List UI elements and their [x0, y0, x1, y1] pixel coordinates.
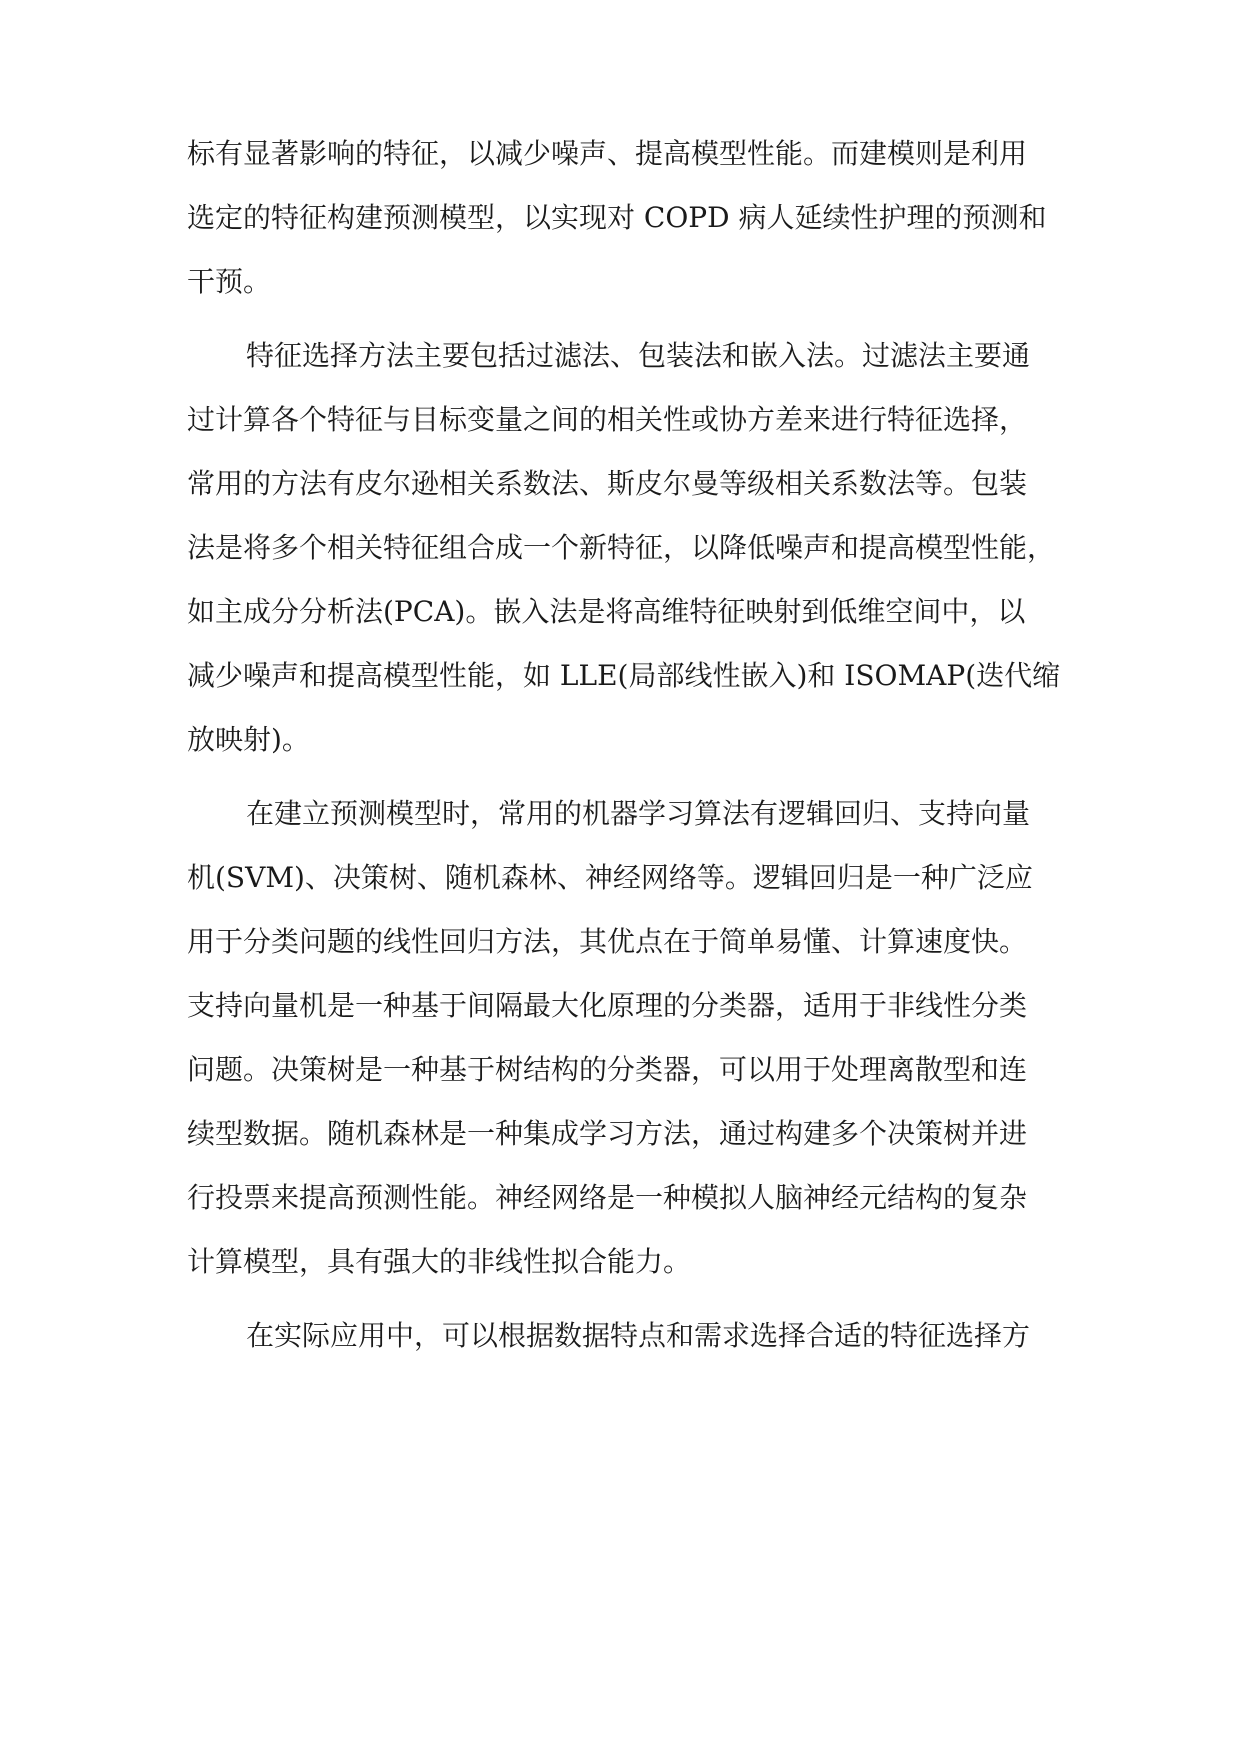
text-line: 问题。决策树是一种基于树结构的分类器，可以用于处理离散型和连 — [187, 1053, 1028, 1086]
text-line: 选定的特征构建预测模型，以实现对 COPD 病人延续性护理的预测和 — [187, 201, 1047, 234]
text-line: 用于分类问题的线性回归方法，其优点在于简单易懂、计算速度快。 — [187, 925, 1028, 958]
text-line: 常用的方法有皮尔逊相关系数法、斯皮尔曼等级相关系数法等。包装 — [187, 467, 1028, 500]
text-line: 法是将多个相关特征组合成一个新特征，以降低噪声和提高模型性能， — [187, 531, 1056, 564]
text-line: 干预。 — [187, 265, 272, 298]
text-line: 过计算各个特征与目标变量之间的相关性或协方差来进行特征选择， — [187, 403, 1028, 436]
text-line: 标有显著影响的特征，以减少噪声、提高模型性能。而建模则是利用 — [187, 137, 1028, 170]
paragraph-first-line: 特征选择方法主要包括过滤法、包装法和嵌入法。过滤法主要通 — [246, 339, 1031, 372]
text-line: 计算模型，具有强大的非线性拟合能力。 — [187, 1245, 692, 1278]
text-line: 续型数据。随机森林是一种集成学习方法，通过构建多个决策树并进 — [187, 1117, 1028, 1150]
text-line: 放映射)。 — [187, 723, 310, 756]
text-line: 行投票来提高预测性能。神经网络是一种模拟人脑神经元结构的复杂 — [187, 1181, 1028, 1214]
paragraph-first-line: 在实际应用中，可以根据数据特点和需求选择合适的特征选择方 — [246, 1319, 1031, 1352]
text-line: 减少噪声和提高模型性能，如 LLE(局部线性嵌入)和 ISOMAP(迭代缩 — [187, 659, 1061, 692]
text-line: 如主成分分析法(PCA)。嵌入法是将高维特征映射到低维空间中，以 — [187, 595, 1026, 628]
paragraph-first-line: 在建立预测模型时，常用的机器学习算法有逻辑回归、支持向量 — [246, 797, 1031, 830]
text-line: 支持向量机是一种基于间隔最大化原理的分类器，适用于非线性分类 — [187, 989, 1028, 1022]
text-line: 机(SVM)、决策树、随机森林、神经网络等。逻辑回归是一种广泛应 — [187, 861, 1033, 894]
